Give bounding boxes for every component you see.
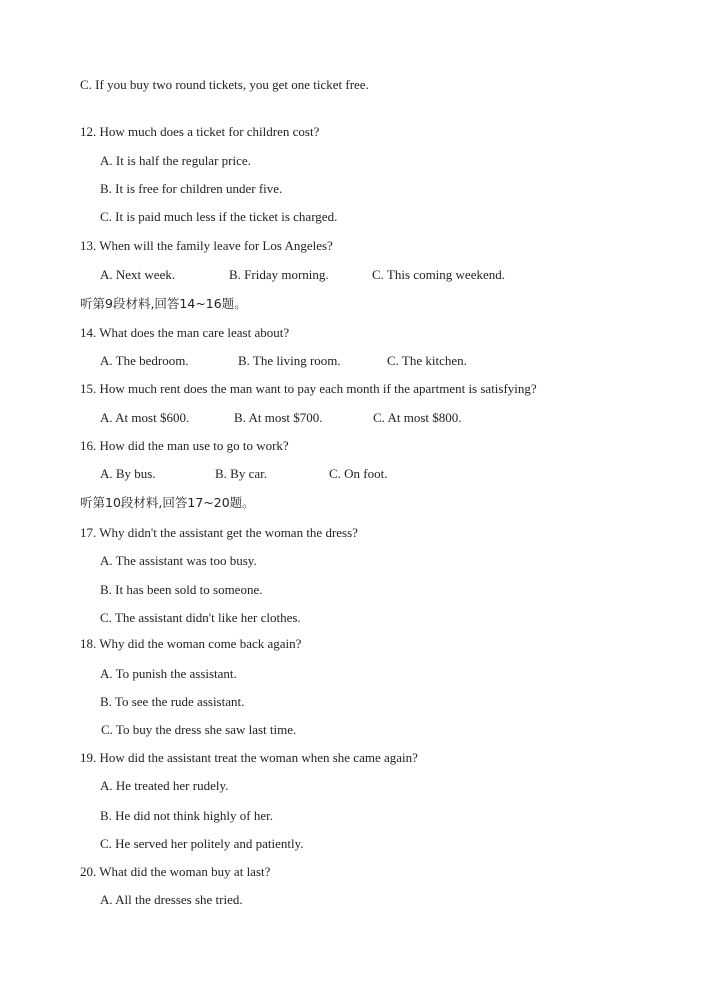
- question-15-option-b: B. At most $700.: [234, 410, 323, 425]
- question-19-option-b: B. He did not think highly of her.: [100, 808, 273, 823]
- question-16-option-c: C. On foot.: [329, 466, 388, 481]
- question-15-option-c: C. At most $800.: [373, 410, 462, 425]
- question-19-option-c: C. He served her politely and patiently.: [100, 836, 304, 851]
- question-16: 16. How did the man use to go to work?: [80, 438, 289, 453]
- section-heading-9: 听第9段材料,回答14~16题。: [80, 296, 247, 311]
- question-18: 18. Why did the woman come back again?: [80, 636, 302, 651]
- question-14: 14. What does the man care least about?: [80, 325, 290, 340]
- question-16-option-a: A. By bus.: [100, 466, 156, 481]
- question-12: 12. How much does a ticket for children cost?: [80, 124, 320, 139]
- question-12-option-b: B. It is free for children under five.: [100, 181, 283, 196]
- question-17-option-b: B. It has been sold to someone.: [100, 582, 263, 597]
- question-13: 13. When will the family leave for Los Angeles?: [80, 238, 333, 253]
- option-c-q11: C. If you buy two round tickets, you get one ticket free.: [80, 77, 369, 92]
- question-13-option-a: A. Next week.: [100, 267, 176, 282]
- question-20-option-a: A. All the dresses she tried.: [100, 892, 243, 907]
- question-15: 15. How much rent does the man want to pay each month if the apartment is satisfying?: [80, 381, 537, 396]
- question-17-option-a: A. The assistant was too busy.: [100, 553, 257, 568]
- question-12-option-a: A. It is half the regular price.: [100, 153, 251, 168]
- question-20: 20. What did the woman buy at last?: [80, 864, 271, 879]
- question-16-option-b: B. By car.: [215, 466, 267, 481]
- question-18-option-c: C. To buy the dress she saw last time.: [101, 722, 297, 737]
- question-17: 17. Why didn't the assistant get the woman the dress?: [80, 525, 358, 540]
- question-15-option-a: A. At most $600.: [100, 410, 190, 425]
- question-13-option-b: B. Friday morning.: [229, 267, 329, 282]
- question-14-option-a: A. The bedroom.: [100, 353, 189, 368]
- question-18-option-b: B. To see the rude assistant.: [100, 694, 245, 709]
- question-19-option-a: A. He treated her rudely.: [100, 778, 229, 793]
- question-12-option-c: C. It is paid much less if the ticket is charged.: [100, 209, 338, 224]
- question-17-option-c: C. The assistant didn't like her clothes.: [100, 610, 301, 625]
- question-13-option-c: C. This coming weekend.: [372, 267, 505, 282]
- question-14-option-c: C. The kitchen.: [387, 353, 467, 368]
- question-18-option-a: A. To punish the assistant.: [100, 666, 237, 681]
- section-heading-10: 听第10段材料,回答17~20题。: [80, 495, 255, 510]
- question-19: 19. How did the assistant treat the woman when she came again?: [80, 750, 418, 765]
- question-14-option-b: B. The living room.: [238, 353, 341, 368]
